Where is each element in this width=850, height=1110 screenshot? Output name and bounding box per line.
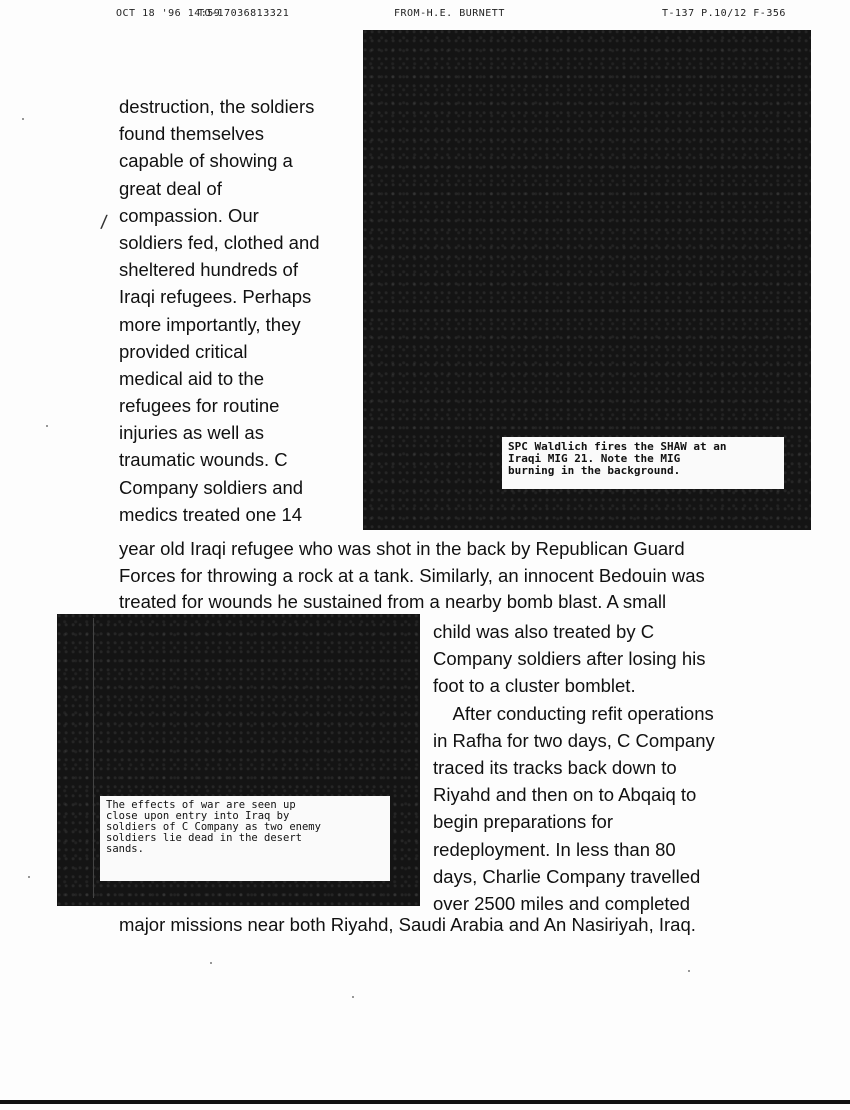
text-line: traced its tracks back down to <box>433 756 677 778</box>
text-line: Company soldiers and <box>119 476 304 498</box>
page-bottom-rule <box>0 1100 850 1104</box>
text-line: great deal of <box>119 177 222 199</box>
fax-to: TO-17036813321 <box>198 8 290 19</box>
scan-speck <box>46 425 48 427</box>
right-column-text <box>433 618 715 917</box>
text-line: sheltered hundreds of <box>119 259 298 281</box>
text-line: child was also treated by C <box>433 621 655 642</box>
text-line: over 2500 miles and completed <box>433 892 691 914</box>
fax-date-time: OCT 18 '96 14:59 <box>116 8 221 19</box>
text-line: medical aid to the <box>119 367 265 389</box>
scan-speck <box>352 996 354 998</box>
margin-mark: / <box>99 211 109 235</box>
text-line: treated for wounds he sustained from a nearby bomb blast. A small <box>119 591 667 612</box>
text-line: found themselves <box>119 123 265 145</box>
photo-frame-edge <box>93 618 94 898</box>
text-line: foot to a cluster bomblet. <box>433 675 636 697</box>
text-line: redeployment. In less than 80 <box>433 838 676 860</box>
text-line: in Rafha for two days, C Company <box>433 729 715 751</box>
scan-speck <box>688 970 690 972</box>
text-line: soldiers fed, clothed and <box>119 231 320 253</box>
fax-header <box>0 8 850 26</box>
text-line: more importantly, they <box>119 313 301 335</box>
text-line: provided critical <box>119 340 248 362</box>
text-line: compassion. Our <box>119 204 259 226</box>
text-line: destruction, the soldiers <box>119 96 315 117</box>
text-line: refugees for routine <box>119 395 280 417</box>
text-line: year old Iraqi refugee who was shot in the back by Republican Guard <box>119 538 685 559</box>
fax-from: FROM-H.E. BURNETT <box>394 8 505 19</box>
left-column-text <box>119 93 320 528</box>
text-line: capable of showing a <box>119 150 293 172</box>
text-line: After conducting refit operations <box>433 702 714 724</box>
photo-bottom-caption: The effects of war are seen up close upon entry into Iraq by soldiers of C Company as two enemy soldiers lie dead in the desert sands. <box>100 796 390 881</box>
text-line: begin preparations for <box>433 811 613 833</box>
text-line: medics treated one 14 <box>119 503 303 525</box>
text-line: Riyahd and then on to Abqaiq to <box>433 784 697 806</box>
fax-page-info: T-137 P.10/12 F-356 <box>662 8 786 19</box>
photo-top-caption: SPC Waldlich fires the SHAW at an Iraqi MIG 21. Note the MIG burning in the background. <box>502 437 784 489</box>
text-line: injuries as well as <box>119 422 264 444</box>
text-line: days, Charlie Company travelled <box>433 865 701 887</box>
text-line: Iraqi refugees. Perhaps <box>119 286 312 308</box>
scan-speck <box>210 962 212 964</box>
text-line: major missions near both Riyahd, Saudi Arabia and An Nasiriyah, Iraq. <box>119 914 696 935</box>
scan-speck <box>28 876 30 878</box>
scan-speck <box>22 118 24 120</box>
text-line: Company soldiers after losing his <box>433 648 706 670</box>
text-line: traumatic wounds. C <box>119 449 288 471</box>
text-line: Forces for throwing a rock at a tank. Similarly, an innocent Bedouin was <box>119 565 705 586</box>
